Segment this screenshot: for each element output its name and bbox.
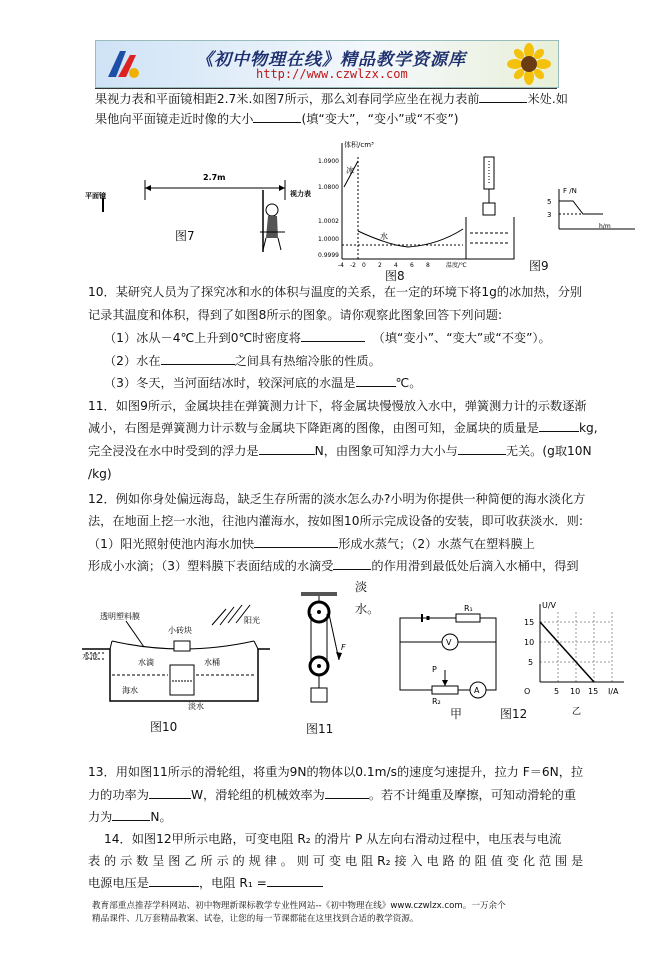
q11-line: 减小，右图是弹簧测力计示数与金属块下降距离的图像，由图可知，金属块的质量是 kg,: [88, 421, 598, 435]
slider-p-label: P: [432, 665, 437, 674]
freshwater-label: 淡水: [188, 702, 204, 711]
q12-dan: 淡: [355, 580, 368, 594]
force-label: F: [341, 643, 346, 652]
fig12-jia: 甲: [450, 707, 463, 721]
site-logo-icon: [104, 47, 142, 81]
person-head: [266, 204, 278, 216]
tick-label: -4: [338, 262, 344, 269]
figure-7: [85, 160, 325, 255]
fig11-caption: 图11: [306, 722, 334, 736]
load-block: [311, 688, 327, 702]
footer-line: 教育部重点推荐学科网站、初中物理新课标教学专业性网站--《初中物理在线》www.czwlzx.com。一万余个: [92, 901, 506, 911]
figure-8: [318, 135, 478, 275]
sun-label: 阳光: [244, 616, 260, 625]
tick-label: 1.0800: [318, 184, 339, 191]
figure-9: [537, 185, 637, 235]
voltmeter-label: V: [446, 638, 452, 647]
figure-11: [295, 590, 355, 720]
tick-label: 1.0000: [318, 236, 339, 243]
fig7-mirror-label: 平面镜: [85, 192, 106, 200]
q12-shui: 水。: [355, 602, 380, 616]
tick-label: 10: [524, 638, 535, 647]
fig8-ylabel: 体积/cm³: [344, 141, 374, 149]
tick-label: 0: [362, 262, 366, 269]
fig9-ylabel: F /N: [563, 187, 577, 195]
spring-scale-apparatus: [460, 155, 520, 265]
tick-label: 0.9999: [318, 252, 339, 259]
q10-line: 记录其温度和体积，得到了如图8所示的图象。请你观察此图象回答下列问题:: [88, 308, 503, 322]
q11-line: /kg): [88, 467, 112, 481]
bucket-label: 水桶: [204, 658, 220, 667]
tick-label: 3: [547, 211, 552, 219]
fig12-xlabel: I/A: [608, 687, 619, 696]
fig12-caption: 图12: [500, 707, 528, 721]
ceiling: [301, 592, 337, 596]
drop-label: 水滴: [138, 658, 154, 667]
rheostat-r2: [432, 686, 458, 694]
tick-label: 1.0900: [318, 158, 339, 165]
q13-line: 13．用如图11所示的滑轮组，将重为9N的物体以0.1m/s的速度匀速提升，拉力 F＝6N，拉: [88, 765, 584, 779]
tick-label: 1.0002: [318, 218, 339, 225]
tick-label: 5: [528, 658, 534, 667]
q13-line: 力的功率为 W，滑轮组的机械效率为 。若不计绳重及摩擦，可知动滑轮的重: [88, 788, 577, 802]
tick-label: 8: [426, 262, 430, 269]
bucket: [170, 665, 194, 695]
tick-label: 5: [547, 198, 552, 206]
fig7-chart-label: 视力表: [290, 190, 311, 198]
fig9-caption: 图9: [529, 259, 549, 273]
q14-line: 14．如图12甲所示电路，可变电阻 R₂ 的滑片 P 从左向右滑动过程中，电压表与电流: [104, 832, 562, 846]
fig12-origin: O: [524, 687, 531, 696]
metal-block: [483, 203, 495, 215]
q11-line: 完全浸没在水中时受到的浮力是 N，由图象可知浮力大小与 无关。(g取10N: [88, 444, 592, 458]
q10-line: 10．某研究人员为了探究冰和水的体积与温度的关系，在一定的环境下将1g的冰加热，分别: [88, 285, 583, 299]
fig12-grid: [540, 612, 612, 682]
q10-line: （3）冬天，当河面结冰时，较深河底的水温是 ℃。: [104, 376, 422, 390]
beaker: [466, 217, 514, 259]
q14-line: 电源电压是 ，电阻 R₁ =: [88, 874, 323, 892]
water-label: 水: [380, 232, 388, 241]
resistor-r1: [456, 614, 480, 622]
site-title: 《初中物理在线》精品教学资源库: [196, 50, 466, 70]
q12-line: （1）阳光照射使池内海水加快 形成水蒸气；（2）水蒸气在塑料膜上: [88, 537, 535, 551]
brick: [174, 641, 190, 651]
circuit-loop: [400, 618, 496, 690]
tick-label: 10: [570, 687, 581, 696]
r2-label: R₂: [432, 697, 441, 706]
q10-line: （1）冰从－4℃上升到0℃时密度将 （填“变小”、“变大”或“不变”）。: [104, 331, 551, 345]
q12-line: 法，在地面上挖一水池，往池内灌海水，按如图10所示完成设备的安装，即可收获淡水．则:: [88, 514, 583, 528]
fig12-line: [540, 622, 594, 682]
tick-label: 5: [554, 687, 560, 696]
figure-12-graph: [512, 600, 630, 720]
fig7-caption: 图7: [175, 229, 195, 243]
q10-line: （2）水在 之间具有热缩冷胀的性质。: [104, 354, 381, 368]
fig7-distance: 2.7m: [203, 173, 226, 182]
para-line: 果他向平面镜走近时像的大小 (填“变大”，“变小”或“不变”): [95, 112, 459, 126]
tick-label: 15: [524, 618, 535, 627]
person-body: [266, 216, 278, 238]
water-curve: [358, 229, 463, 247]
film-label: 透明塑料膜: [100, 612, 140, 621]
fig12-yi: 乙: [572, 707, 582, 717]
footer-line: 精品课件、几万套精品教案、试卷，让您的每一节课都能在这里找到合适的教学资源。: [92, 914, 419, 924]
fig9-xlabel: h/m: [599, 223, 611, 230]
sunflower-icon: [506, 43, 552, 85]
ammeter-label: A: [474, 686, 480, 695]
fig8-caption: 图8: [385, 269, 405, 283]
fig12-ylabel: U/V: [542, 601, 557, 610]
q12-line: 形成小水滴；（3）塑料膜下表面结成的水滴受 的作用滑到最低处后滴入水桶中，得到: [88, 559, 579, 573]
fig9-curve: [559, 201, 603, 214]
tick-label: 4: [394, 262, 398, 269]
q14-line: 表 的 示 数 呈 图 乙 所 示 的 规 律 。 则 可 变 电 阻 R₂ 接 入 电 路 的 阻 值 变 化 范 围 是: [88, 854, 584, 868]
pool-label: 水池: [82, 652, 98, 661]
tick-label: -2: [350, 262, 356, 269]
fig8-xlabel: 温度/℃: [446, 262, 467, 269]
header-banner: [95, 40, 559, 88]
header-rule: [95, 88, 557, 89]
site-url[interactable]: http://www.czwlzx.com: [256, 67, 408, 81]
figure-12-circuit: [392, 600, 502, 710]
tick-label: 6: [410, 262, 414, 269]
q12-line: 12．例如你身处偏远海岛，缺乏生存所需的淡水怎么办?小明为你提供一种简便的海水淡化方: [88, 492, 586, 506]
q13-line: 力为 N。: [88, 810, 172, 824]
ice-label: 冰: [346, 166, 354, 175]
fig10-caption: 图10: [150, 720, 178, 734]
q11-line: 11．如图9所示，金属块挂在弹簧测力计下，将金属块慢慢放入水中，弹簧测力计的示数逐渐: [88, 399, 587, 413]
seawater-label: 海水: [122, 686, 138, 695]
tick-label: 15: [588, 687, 599, 696]
para-line: 果视力表和平面镜相距2.7米.如图7所示，那么刘春同学应坐在视力表前 米处.如: [95, 92, 568, 106]
tick-label: 2: [378, 262, 382, 269]
r1-label: R₁: [464, 604, 473, 613]
figure-10: [82, 595, 272, 715]
brick-label: 小砖块: [168, 626, 192, 635]
